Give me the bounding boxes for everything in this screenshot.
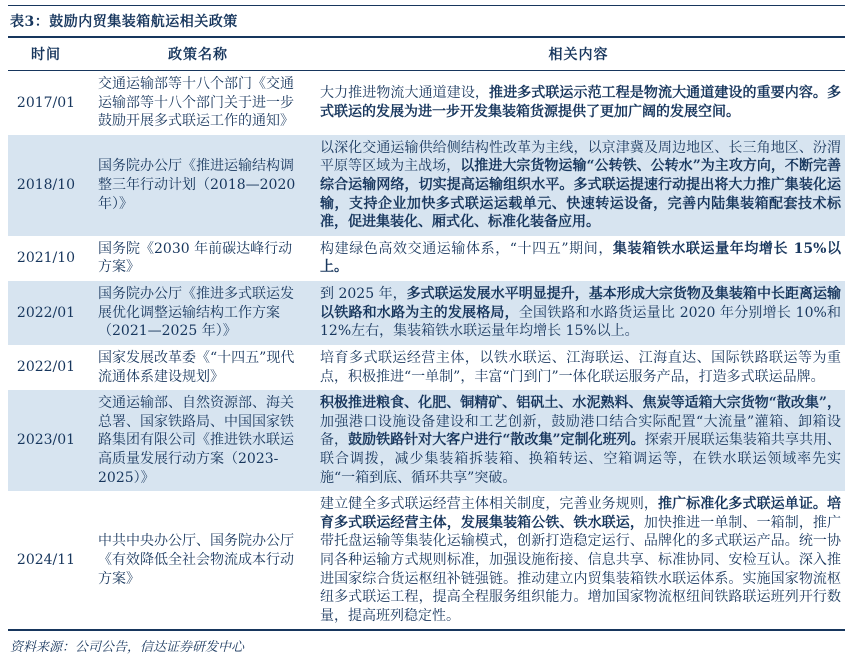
- table-title: 表3：鼓励内贸集装箱航运相关政策: [8, 5, 845, 38]
- row-date: 2017/01: [16, 94, 76, 111]
- content-bold-segment: 鼓励铁路针对大客户进行“散改集”定制化班列。: [348, 432, 645, 449]
- content-segment: 培育多式联运经营主体，以铁水联运、江海联运、江海直达、国际铁路联运等为重点，积极推进“一单制”，丰富“门到门”一体化联运服务产品，打造多式联运品牌。: [320, 349, 841, 385]
- table-row: [8, 390, 845, 491]
- content-segment: 全国铁路和水路货运量比 2020 年分别增长 10%和 12%左右，集装箱铁水联运量年均增长 15%以上。: [320, 304, 841, 340]
- content-segment: 大力推进物流大通道建设，: [320, 85, 489, 102]
- content-bold-segment: 推广标准化多式联运单证。培育多式联运经营主体，发展集装箱公铁、铁水联运，: [320, 496, 841, 531]
- content-segment: 到 2025 年，: [320, 286, 407, 303]
- table-row: [8, 135, 845, 236]
- content-segment: 建立健全多式联运经营主体相关制度，完善业务规则，: [320, 496, 658, 513]
- table-body: [8, 71, 845, 631]
- policy-table: [8, 38, 845, 631]
- content-bold-segment: 积极推进粮食、化肥、铜精矿、铝矾土、水泥熟料、焦炭等适箱大宗货物“散改集”，: [320, 395, 841, 412]
- row-date: 2024/11: [16, 552, 76, 569]
- row-content: [312, 135, 845, 236]
- row-content: [312, 491, 845, 630]
- table-row: [8, 281, 845, 345]
- table-row: [8, 236, 845, 281]
- content-segment: 以深化交通运输供给侧结构性改革为主线，以京津冀及周边地区、长三角地区、汾渭平原等区域为主战场，: [320, 139, 841, 175]
- content-bold-segment: 多式联运发展水平明显提升，基本形成大宗货物及集装箱中长距离运输以铁路和水路为主的发展格局，: [320, 286, 842, 321]
- row-policy: 中共中央办公厅、国务院办公厅《有效降低全社会物流成本行动方案》: [98, 533, 294, 587]
- table-row: [8, 71, 845, 135]
- row-content: [312, 71, 845, 135]
- row-policy: 交通运输部等十八个部门《交通运输部等十八个部门关于进一步鼓励开展多式联运工作的通知》: [98, 76, 294, 130]
- row-policy: 交通运输部、自然资源部、海关总署、国家铁路局、中国国家铁路集团有限公司《推进铁水联运高质量发展行动方案（2023-2025）》: [98, 395, 294, 486]
- header-policy: 政策名称: [84, 38, 312, 71]
- row-policy: 国务院《2030 年前碳达峰行动方案》: [98, 240, 293, 276]
- content-segment: 构建绿色高效交通运输体系，“十四五”期间，: [320, 240, 613, 257]
- content-bold-segment: 推进多式联运示范工程是物流大通道建设的重要内容。多式联运的发展为进一步开发集装箱货源提供了更加广阔的发展空间。: [320, 85, 841, 120]
- header-content: 相关内容: [312, 38, 845, 71]
- content-bold-segment: 集装箱铁水联运量年均增长 15%以上。: [320, 240, 841, 276]
- content-segment: 探索开展联运集装箱共享共用、联合调拨，减少集装箱拆装箱、换箱转运、空箱调运等，在铁水联运领域率先实施“一箱到底、循环共享”突破。: [320, 432, 842, 486]
- row-date: 2021/10: [16, 250, 76, 267]
- row-date: 2022/01: [16, 359, 76, 376]
- row-policy: 国家发展改革委《“十四五”现代流通体系建设规划》: [98, 349, 295, 385]
- header-row: [8, 38, 845, 71]
- row-content: [312, 236, 845, 281]
- content-segment: 加强港口设施设备建设和工艺创新，鼓励港口结合实际配置“大流量”灌箱、卸箱设备，: [320, 413, 841, 449]
- table-row: [8, 491, 845, 630]
- row-content: [312, 281, 845, 345]
- row-policy: 国务院办公厅《推进多式联运发展优化调整运输结构工作方案（2021—2025 年）》: [98, 286, 294, 340]
- row-content: [312, 390, 845, 491]
- content-segment: 加快推进一单制、一箱制，推广带托盘运输等集装化运输模式，创新打造稳定运行、品牌化的多式联运产品。统一协同各种运输方式规则标准，加强设施衔接、信息共享、标准协同、安检互认。深入推进国家综合货运枢纽补链强链。推动建立内贸集装箱铁水联运体系。实施国家物流枢纽多式联运工程，提高全程服务组织能力。增加国家物流枢纽间铁路联运班列开行数量，提高班列稳定性。: [320, 514, 842, 624]
- table-header: [8, 38, 845, 71]
- header-time: 时间: [8, 38, 84, 71]
- row-content: [312, 345, 845, 390]
- content-bold-segment: 以推进大宗货物运输“公转铁、公转水”为主攻方向，不断完善综合运输网络，切实提高运输组织水平。多式联运提速行动提出将大力推广集装化运输，支持企业加快多式联运运载单元、快速转运设备，完善内陆集装箱配套技术标准，促进集装化、厢式化、标准化装备应用。: [320, 158, 842, 231]
- row-date: 2022/01: [16, 304, 76, 321]
- row-date: 2023/01: [16, 432, 76, 449]
- table-row: [8, 345, 845, 390]
- row-policy: 国务院办公厅《推进运输结构调整三年行动计划（2018—2020 年）》: [98, 158, 296, 212]
- source-note: 资料来源：公司公告，信达证券研发中心: [10, 640, 245, 655]
- row-date: 2018/10: [16, 177, 76, 194]
